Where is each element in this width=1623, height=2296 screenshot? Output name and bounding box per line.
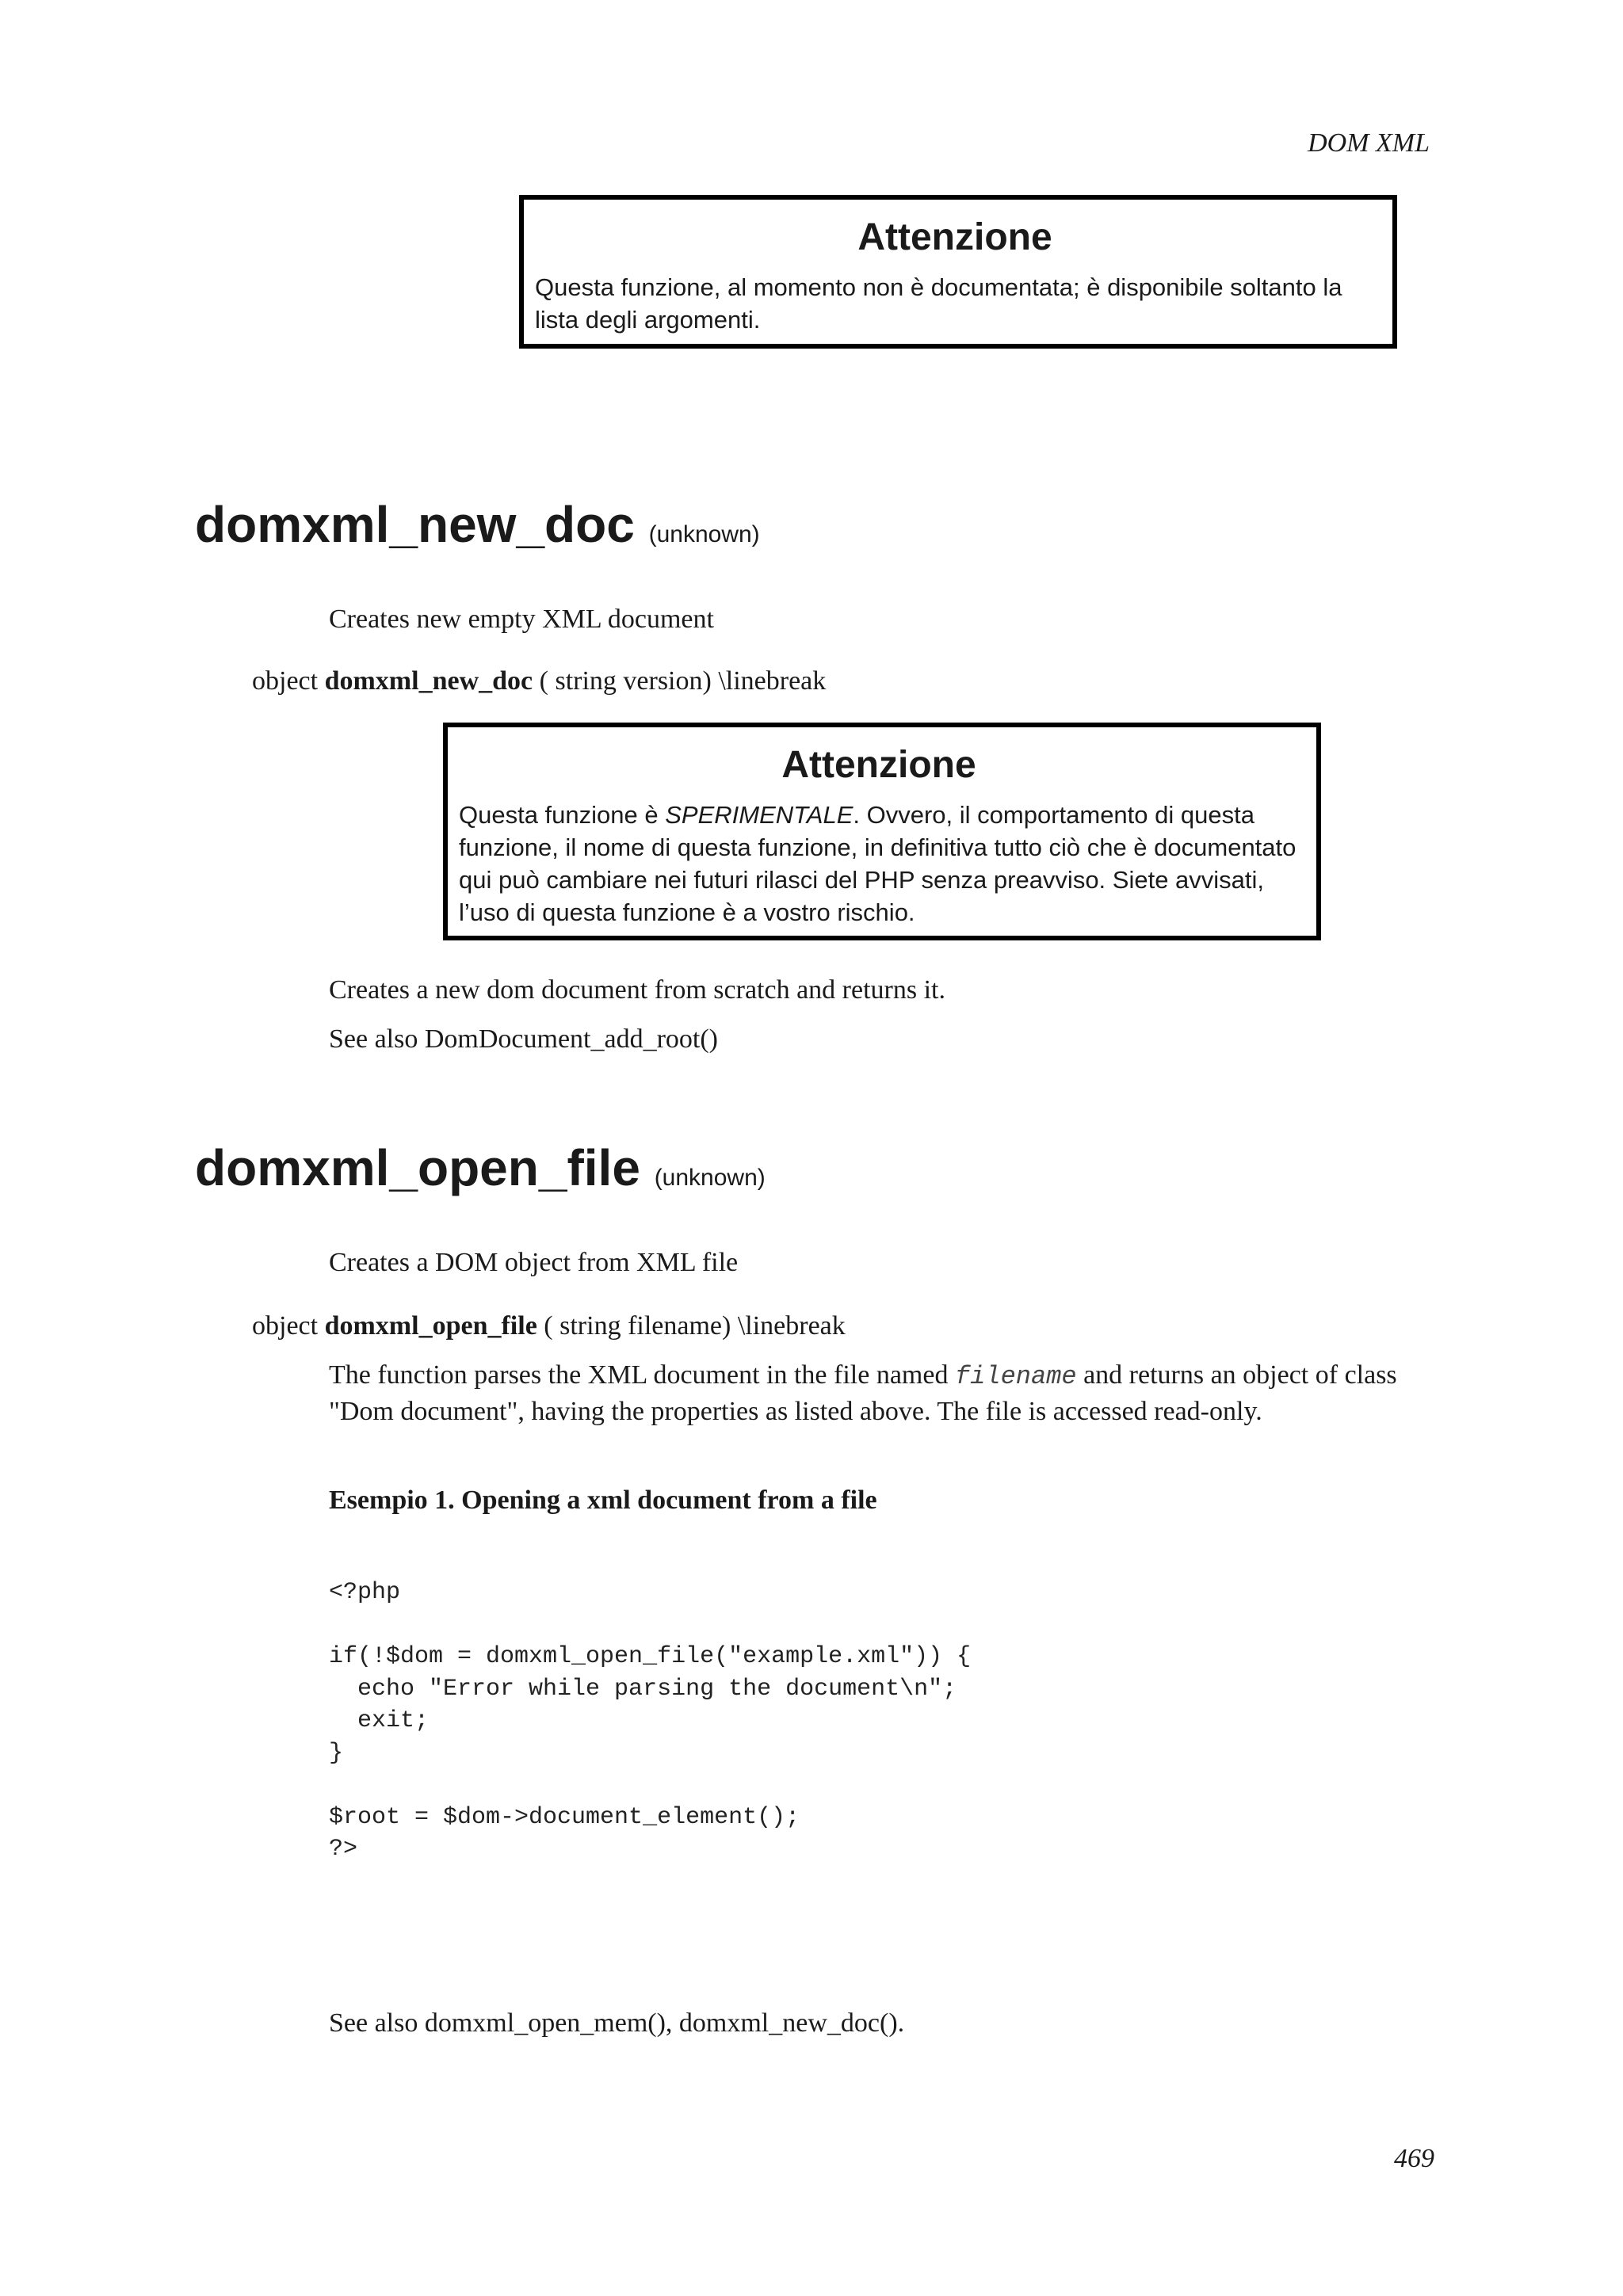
function-purpose: Creates a DOM object from XML file bbox=[329, 1248, 739, 1277]
warning-text-start: Questa funzione è bbox=[459, 801, 666, 829]
function-title-domxml-open-file bbox=[195, 1138, 766, 1208]
signature-function-name: domxml_new_doc bbox=[324, 666, 533, 696]
warning-title: Attenzione bbox=[857, 216, 1052, 258]
warning-box-undocumented bbox=[519, 195, 1397, 349]
page-number: 469 bbox=[1394, 2144, 1434, 2173]
warning-text-rest: . Ovvero, il comportamento di questa funzione, il nome di questa funzione, in definitiva tutto ciò che è documentato qui può cambiare nei futuri rilasci del PHP senza preavviso. Siete avvisati, l’uso di questa funzione è a vostro rischio. bbox=[459, 801, 1296, 926]
function-title-domxml-new-doc bbox=[195, 494, 760, 565]
warning-emphasis: SPERIMENTALE bbox=[665, 801, 854, 829]
signature-params: ( string version) \linebreak bbox=[539, 666, 827, 696]
function-description: Creates a new dom document from scratch and returns it. bbox=[329, 975, 945, 1005]
signature-return-type: object bbox=[252, 666, 319, 696]
function-version: (unknown) bbox=[654, 1165, 766, 1191]
warning-text: Questa funzione, al momento non è documentata; è disponibile soltanto la lista degli argomenti. bbox=[535, 273, 1342, 334]
function-purpose: Creates new empty XML document bbox=[329, 605, 714, 634]
signature-return-type: object bbox=[252, 1311, 319, 1341]
description-text-rest: and returns an object of class "Dom document", having the properties as listed above. The file is accessed read-only. bbox=[329, 1360, 1397, 1426]
signature-function-name: domxml_open_file bbox=[324, 1311, 537, 1341]
function-description bbox=[329, 1358, 1438, 1429]
example-title: Esempio 1. Opening a xml document from a file bbox=[329, 1486, 877, 1515]
warning-title: Attenzione bbox=[781, 744, 976, 786]
running-header: DOM XML bbox=[1308, 128, 1430, 158]
warning-box-experimental bbox=[443, 723, 1321, 940]
see-also: See also domxml_open_mem(), domxml_new_doc(). bbox=[329, 2008, 905, 2038]
function-name: domxml_new_doc bbox=[195, 496, 635, 553]
function-signature bbox=[252, 664, 826, 699]
parameter-name: filename bbox=[954, 1362, 1077, 1391]
signature-params: ( string filename) \linebreak bbox=[544, 1311, 846, 1341]
function-name: domxml_open_file bbox=[195, 1139, 640, 1196]
see-also: See also DomDocument_add_root() bbox=[329, 1024, 718, 1054]
function-signature bbox=[252, 1309, 846, 1344]
description-text-start: The function parses the XML document in the file named bbox=[329, 1360, 955, 1390]
function-version: (unknown) bbox=[648, 521, 760, 547]
code-example: <?php if(!$dom = domxml_open_file("example.xml")) { echo "Error while parsing the document\n"; exit; } $root = $dom->document_element(); ?> bbox=[329, 1579, 972, 1863]
warning-text bbox=[459, 799, 1299, 929]
